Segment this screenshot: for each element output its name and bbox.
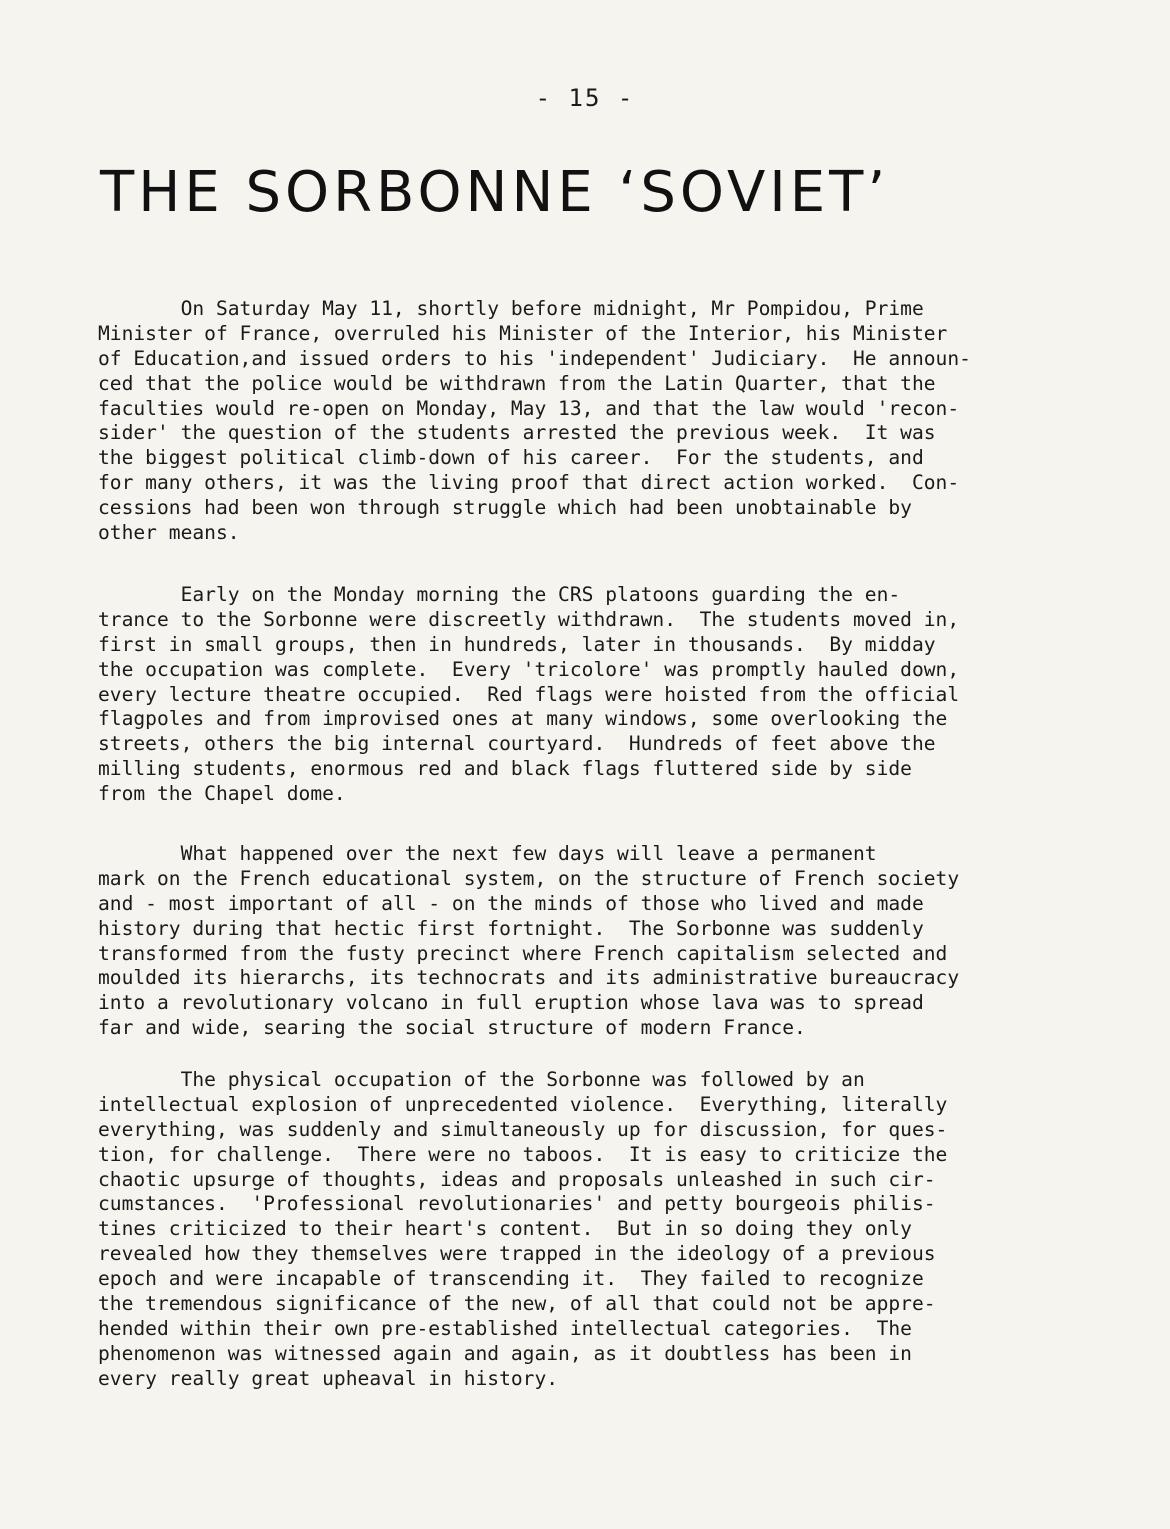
text-line: cumstances. 'Professional revolutionaries' and petty bourgeois philis- [98, 1192, 936, 1216]
text-line: tines criticized to their heart's content. But in so doing they only [98, 1217, 912, 1241]
text-line: What happened over the next few days will leave a permanent [98, 842, 877, 865]
text-line: of Education,and issued orders to his 'independent' Judiciary. He announ- [98, 346, 971, 370]
text-line: transformed from the fusty precinct where French capitalism selected and [98, 941, 948, 965]
text-line: The physical occupation of the Sorbonne was followed by an [98, 1068, 865, 1091]
paragraph-3 [98, 842, 1118, 1041]
text-line: milling students, enormous red and black flags fluttered side by side [98, 757, 912, 781]
text-line: intellectual explosion of unprecedented violence. Everything, literally [98, 1092, 948, 1116]
text-line: revealed how they themselves were trapped in the ideology of a previous [98, 1242, 936, 1266]
text-line: cessions had been won through struggle which had been unobtainable by [98, 496, 912, 520]
text-line: the biggest political climb-down of his career. For the students, and [98, 446, 924, 470]
text-line: everything, was suddenly and simultaneously up for discussion, for ques- [98, 1117, 948, 1141]
text-line: hended within their own pre-established intellectual categories. The [98, 1316, 912, 1340]
page-title: THE SORBONNE ‘SOVIET’ [100, 160, 890, 225]
text-line: flagpoles and from improvised ones at many windows, some overlooking the [98, 707, 948, 731]
text-line: phenomenon was witnessed again and again, as it doubtless has been in [98, 1341, 912, 1365]
text-line: sider' the question of the students arrested the previous week. It was [98, 421, 936, 445]
text-line: the occupation was complete. Every 'tricolore' was promptly hauled down, [98, 657, 960, 681]
text-line: epoch and were incapable of transcending it. They failed to recognize [98, 1267, 924, 1291]
text-line: chaotic upsurge of thoughts, ideas and proposals unleashed in such cir- [98, 1167, 936, 1191]
text-line: the tremendous significance of the new, of all that could not be appre- [98, 1292, 936, 1316]
text-line: mark on the French educational system, on the structure of French society [98, 866, 960, 890]
text-line: other means. [98, 521, 240, 545]
text-line: tion, for challenge. There were no taboos. It is easy to criticize the [98, 1142, 948, 1166]
text-line: moulded its hierarchs, its technocrats and its administrative bureaucracy [98, 966, 960, 990]
text-line: trance to the Sorbonne were discreetly withdrawn. The students moved in, [98, 607, 960, 631]
text-line: streets, others the big internal courtyard. Hundreds of feet above the [98, 732, 936, 756]
paragraph-1 [98, 297, 1118, 546]
text-line: ced that the police would be withdrawn from the Latin Quarter, that the [98, 371, 936, 395]
text-line: from the Chapel dome. [98, 782, 346, 806]
text-line: every lecture theatre occupied. Red flags were hoisted from the official [98, 682, 960, 706]
text-line: into a revolutionary volcano in full eruption whose lava was to spread [98, 991, 924, 1015]
text-line: far and wide, searing the social structure of modern France. [98, 1016, 806, 1040]
text-line: and - most important of all - on the minds of those who lived and made [98, 891, 924, 915]
text-line: history during that hectic first fortnight. The Sorbonne was suddenly [98, 916, 924, 940]
paragraph-4 [98, 1068, 1118, 1392]
text-line: On Saturday May 11, shortly before midnight, Mr Pompidou, Prime [98, 297, 924, 320]
text-line: Early on the Monday morning the CRS platoons guarding the en- [98, 583, 901, 606]
text-line: Minister of France, overruled his Minister of the Interior, his Minister [98, 321, 948, 345]
text-line: first in small groups, then in hundreds, later in thousands. By midday [98, 632, 936, 656]
text-line: every really great upheaval in history. [98, 1366, 559, 1390]
page-number: - 15 - [535, 84, 635, 112]
text-line: faculties would re-open on Monday, May 13, and that the law would 'recon- [98, 396, 960, 420]
paragraph-2 [98, 583, 1118, 807]
text-line: for many others, it was the living proof that direct action worked. Con- [98, 471, 960, 495]
